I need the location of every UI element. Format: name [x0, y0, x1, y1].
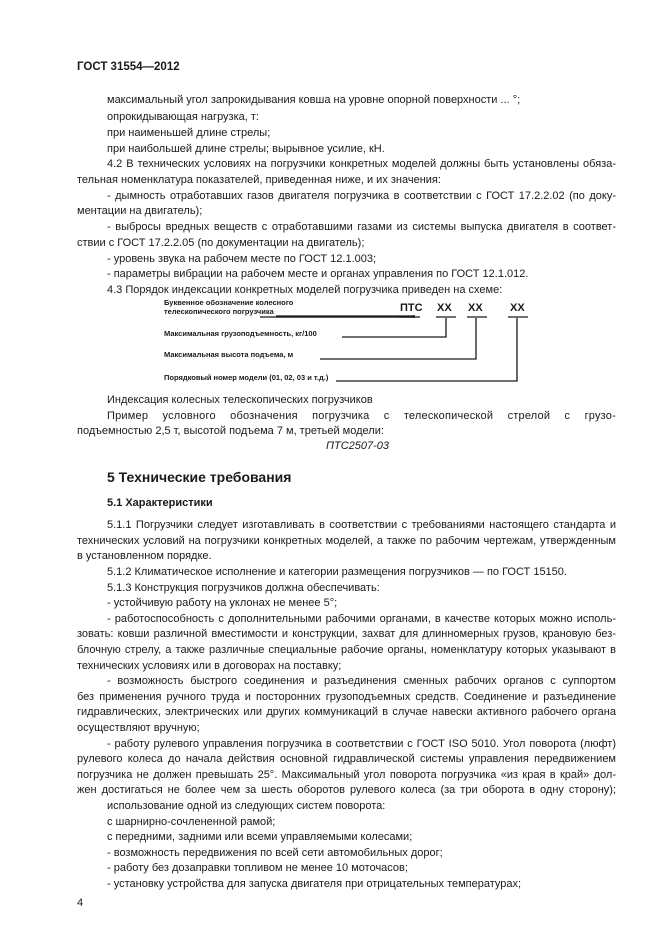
text-line: в установленном порядке.	[77, 550, 212, 562]
text-line: 5.1.3 Конструкция погрузчиков должна обеспечивать:	[107, 582, 380, 594]
text-line: - устойчивую работу на уклонах не менее 5°;	[107, 597, 338, 609]
text-line: рулевого колеса до начала действия основной гидравлической системы управления передвижением	[77, 753, 616, 765]
document-header: ГОСТ 31554—2012	[77, 61, 180, 73]
text-line: тельная номенклатура показателей, приведенная ниже, и их значения:	[77, 174, 441, 186]
text-line: 4.3 Порядок индексации конкретных моделей погрузчика приведен на схеме:	[107, 284, 503, 296]
text-line: - установку устройства для запуска двигателя при отрицательных температурах;	[107, 878, 522, 890]
example-code: ПТС2507-03	[326, 440, 390, 452]
text-line: ментации на двигатель);	[77, 205, 203, 217]
text-line: технических условий на погрузчики конкретных моделей, а также по рабочим чертежам, утвержденным	[77, 535, 616, 547]
text-line: осуществляют вручную;	[77, 722, 200, 734]
text-line: - выбросы вредных веществ с отработавшими газами из системы выпуска двигателя в соответ-	[107, 221, 616, 233]
text-line: - работоспособность с дополнительными рабочими органами, в качестве которых можно исполь-	[107, 613, 616, 625]
text-line: погрузчика не должен превышать 25°. Максимальный угол поворота погрузчика «из края в край» дол-	[77, 769, 616, 781]
scheme-label-capacity: Максимальная грузоподъемность, кг/100	[164, 329, 317, 338]
text-line: - возможность передвижения по всей сети автомобильных дорог;	[107, 847, 443, 859]
text-line: при наибольшей длине стрелы; вырывное усилие, кН.	[107, 143, 385, 155]
text-line: - параметры вибрации на рабочем месте и органах управления по ГОСТ 12.1.012.	[107, 268, 529, 280]
text-line: подъемностью 2,5 т, высотой подъема 7 м, третьей модели:	[77, 425, 384, 437]
text-line: использование одной из следующих систем поворота:	[107, 800, 386, 812]
text-line: 5.1.1 Погрузчики следует изготавливать в соответствии с требованиями настоящего стандарта и	[107, 519, 616, 531]
scheme-label-height: Максимальная высота подъема, м	[164, 350, 294, 359]
text-line: блочную стрелу, а также различные специальные рабочие органы, номенклатуру которых указывают в	[77, 644, 616, 656]
example-line: Пример условного обозначения погрузчика с телескопической стрелой с грузо-	[107, 410, 616, 422]
text-line: жен достигаться не более чем за шесть оборотов рулевого колеса (за три оборота в одну сторону);	[77, 784, 616, 796]
scheme-label-letters: Буквенное обозначение колесного	[164, 298, 294, 307]
text-line: опрокидывающая нагрузка, т:	[107, 111, 259, 123]
text-line: зовать: ковши различной вместимости и конструкции, захват для длинномерных грузов, крановую без-	[77, 628, 616, 640]
text-line: - дымность отработавших газов двигателя погрузчика в соответствии с ГОСТ 17.2.2.02 (по доку-	[107, 190, 616, 202]
text-line: - возможность быстрого соединения и разъединения сменных рабочих органов с суппортом	[107, 675, 616, 687]
text-line: с шарнирно-сочлененной рамой;	[107, 816, 276, 828]
text-line: - уровень звука на рабочем месте по ГОСТ 12.1.003;	[107, 253, 377, 265]
subsection-title: 5.1 Характеристики	[107, 497, 213, 509]
section-title: 5 Технические требования	[107, 469, 292, 485]
scheme-code-height: XX	[468, 302, 483, 314]
text-line: - работу без дозаправки топливом не менее 10 моточасов;	[107, 862, 408, 874]
text-line: 5.1.2 Климатическое исполнение и категории размещения погрузчиков — по ГОСТ 15150.	[107, 566, 567, 578]
text-line: при наименьшей длине стрелы;	[107, 127, 271, 139]
page-number: 4	[77, 897, 84, 909]
text-line: без применения ручного труда и посторонних грузоподъемных средств. Соединение и разъединение	[77, 691, 616, 703]
figure-caption: Индексация колесных телескопических погрузчиков	[107, 394, 373, 406]
text-line: максимальный угол запрокидывания ковша на уровне опорной поверхности ... °;	[107, 94, 521, 106]
text-line: с передними, задними или всеми управляемыми колесами;	[107, 831, 413, 843]
text-line: технических условиях или в договорах на поставку;	[77, 660, 342, 672]
scheme-label-model-number: Порядковый номер модели (01, 02, 03 и т.д.)	[164, 373, 329, 382]
scheme-label-letters-cont: телескопического погрузчика	[164, 307, 274, 316]
text-line: - работу рулевого управления погрузчика в соответствии с ГОСТ ISO 5010. Угол поворота (люфт)	[107, 738, 616, 750]
text-line: 4.2 В технических условиях на погрузчики конкретных моделей должны быть установлены обяза-	[107, 158, 616, 170]
text-line: ствии с ГОСТ 17.2.2.05 (по документации на двигатель);	[77, 237, 365, 249]
scheme-code-pts: ПТС	[400, 302, 423, 314]
text-line: гидравлических, электрических или других коммуникаций в случае навески активного рабочего органа	[77, 706, 616, 718]
scheme-code-model: XX	[510, 302, 525, 314]
scheme-code-capacity: XX	[437, 302, 452, 314]
